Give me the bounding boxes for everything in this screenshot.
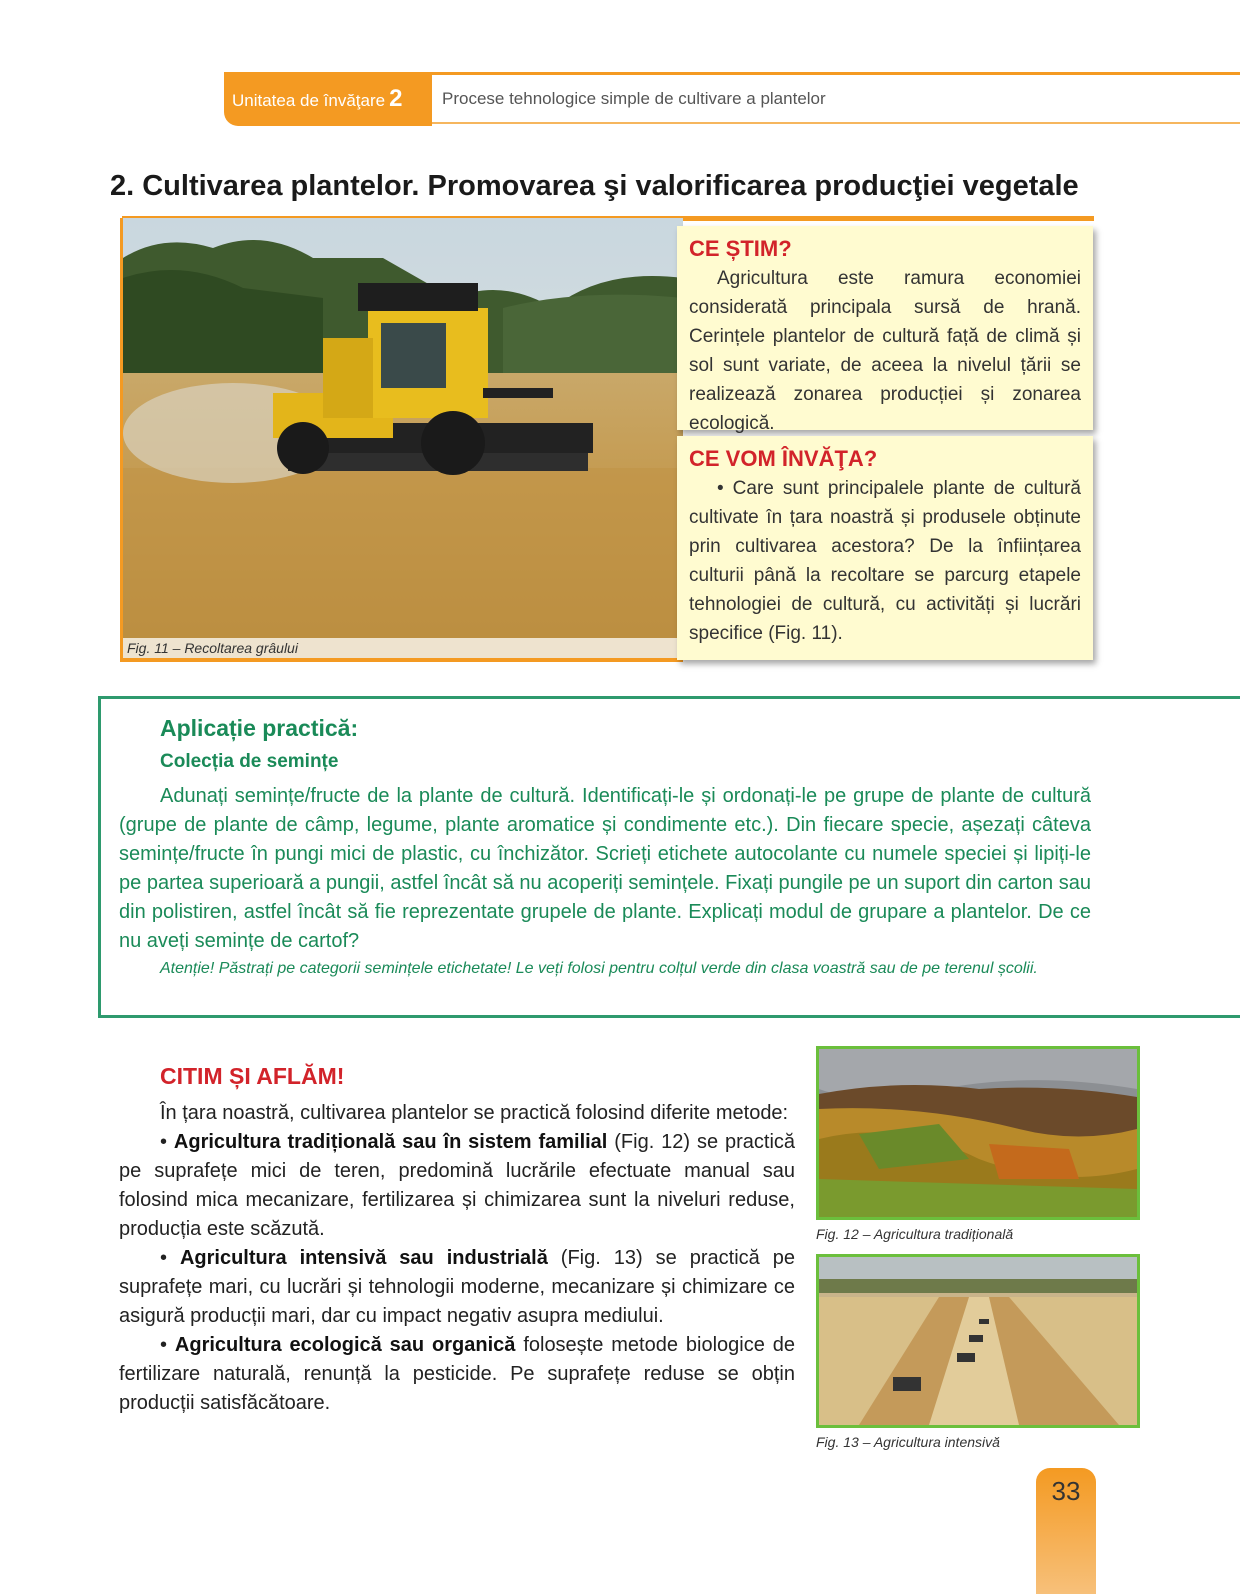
photo-wheat-harvest bbox=[120, 218, 683, 662]
ce-vom-invata-text: • Care sunt principalele plante de cultură cultivate în țara noastră și produsele obținute prin cultivarea acestora? De la înființarea culturii până la recoltare se parcurg etapele tehnologiei de cultură, cu activități și lucrări specifice (Fig. 11). bbox=[689, 478, 1081, 644]
citim-intro: În țara noastră, cultivarea plantelor se practică folosind diferite metode: bbox=[160, 1102, 789, 1124]
fig13-caption: Fig. 13 – Agricultura intensivă bbox=[816, 1434, 1000, 1450]
citim-title: CITIM ȘI AFLĂM! bbox=[160, 1063, 345, 1089]
citim-item-text: (Fig. 13) se practică pe suprafețe mari, cu lucrări și tehnologii moderne, mecanizare și chimizare ce asigură producții mari, dar cu impact negativ asupra mediului. bbox=[119, 1247, 795, 1327]
unit-tab bbox=[224, 72, 432, 126]
citim-item-text: folosește metode biologice de fertilizare naturală, renunță la pesticide. Pe suprafețe reduse se obțin producții satisfăcătoare. bbox=[119, 1334, 795, 1414]
citim-item: • Agricultura tradițională sau în sistem familial (Fig. 12) se practică pe suprafețe mici de teren, predomină lucrările efectuate manual sau folosind mica mecanizare, fertilizarea și chimizarea sunt la niveluri reduse, producția este scăzută. bbox=[119, 1131, 796, 1240]
citim-body bbox=[119, 1099, 795, 1418]
ce-stim-title: CE ȘTIM? bbox=[689, 236, 792, 261]
page-number: 33 bbox=[1051, 1476, 1081, 1506]
citim-item-bold: Agricultura ecologică sau organică bbox=[174, 1334, 516, 1356]
citim-item-bold: Agricultura tradițională sau în sistem familial bbox=[173, 1131, 608, 1153]
ce-stim-box bbox=[677, 226, 1093, 434]
fig12-caption: Fig. 12 – Agricultura tradițională bbox=[816, 1226, 1014, 1242]
citim-item-text: (Fig. 12) se practică pe suprafețe mici de teren, predomină lucrările efectuate manual sau folosind mica mecanizare, fertilizarea și chimizarea sunt la niveluri reduse, producția este scăzută. bbox=[119, 1131, 796, 1240]
practice-title: Aplicație practică: bbox=[160, 715, 359, 741]
citim-item-bold: Agricultura intensivă sau industrială bbox=[179, 1247, 548, 1269]
practice-note: Atenție! Păstrați pe categorii semințele etichetate! Le veți folosi pentru colțul verde din clasa voastră sau de pe terenul școlii. bbox=[160, 960, 1038, 977]
citim-item: • Agricultura intensivă sau industrială (Fig. 13) se practică pe suprafețe mari, cu lucrări și tehnologii moderne, mecanizare și chimizare ce asigură producții mari, dar cu impact negativ asupra mediului. bbox=[119, 1247, 795, 1327]
unit-title: Procese tehnologice simple de cultivare a plantelor bbox=[442, 89, 826, 108]
ce-stim-text: Agricultura este ramura economiei considerată principala sursă de hrană. Cerințele plantelor de cultură față de climă și sol sunt variate, de aceea la nivelul țării se realizează zonarea producției și zonarea ecologică. bbox=[689, 268, 1081, 434]
citim-item: • Agricultura ecologică sau organică folosește metode biologice de fertilizare naturală, renunță la pesticide. Pe suprafețe reduse se obțin producții satisfăcătoare. bbox=[119, 1334, 795, 1414]
ce-vom-invata-title: CE VOM ÎNVĂŢA? bbox=[689, 446, 878, 471]
practice-body: Adunați semințe/fructe de la plante de cultură. Identificați-le și ordonați-le pe grupe de plante de cultură (grupe de plante de câmp, legume, plante aromatice și condimente etc.). Din fiecare specie, așezați câteva semințe/fructe în pungi mici de plastic, cu închizător. Scrieți etichete autocolante cu numele speciei și lipiți-le pe partea superioară a pungii, astfel încât să nu acoperiți semințele. Fixați pungile pe un suport din carton sau din polistiren, astfel încât să fie reprezentate grupele de plante. Explicați modul de grupare a plantelor. De ce nu aveți semințe de cartof? bbox=[119, 785, 1091, 952]
photo-intensive-agriculture bbox=[816, 1254, 1140, 1428]
photo-traditional-agriculture bbox=[816, 1046, 1140, 1220]
ce-vom-invata-box bbox=[677, 436, 1093, 660]
practice-subtitle: Colecția de semințe bbox=[160, 751, 339, 772]
lesson-title: 2. Cultivarea plantelor. Promovarea şi valorificarea producţiei vegetale bbox=[110, 170, 1079, 202]
unit-number: 2 bbox=[389, 85, 403, 112]
unit-label: Unitatea de învăţare bbox=[232, 91, 386, 110]
fig11-caption: Fig. 11 – Recoltarea grâului bbox=[123, 638, 679, 658]
